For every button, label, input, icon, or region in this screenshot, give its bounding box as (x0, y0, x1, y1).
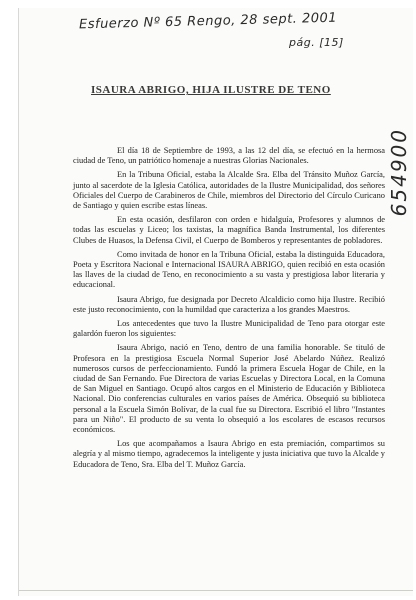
paragraph-1: El día 18 de Septiembre de 1993, a las 12 del día, se efectuó en la hermosa ciudad de Teno, un patriótico homenaje a nuestras Glorias Nacionales. (73, 146, 385, 166)
handwritten-side-number: 654900 (387, 128, 411, 217)
paragraph-6: Los antecedentes que tuvo la Ilustre Municipalidad de Teno para otorgar este galardón fueron los siguientes: (73, 319, 385, 339)
article-body (73, 146, 385, 474)
paragraph-3: En esta ocasión, desfilaron con orden e hidalguía, Profesores y alumnos de todas las escuelas y Liceo; los taxistas, la magnífica Banda Instrumental, los diferentes Clubes de Huasos, la Defensa Civil, el Cuerpo de Bomberos y representantes de pobladores. (73, 215, 385, 245)
handwritten-page-number: pág. [15] (289, 36, 344, 49)
paragraph-2: En la Tribuna Oficial, estaba la Alcalde Sra. Elba del Tránsito Muñoz García, junto al sacerdote de la Iglesia Católica, autoridades de la Ilustre Municipalidad, dos señores Oficiales del Cuerpo de Carabineros de Chile, miembros del Directorio del Círculo Curicano de Santiago y quien escribe estas líneas. (73, 170, 385, 211)
article-title: ISAURA ABRIGO, HIJA ILUSTRE DE TENO (91, 84, 331, 96)
paragraph-5: Isaura Abrigo, fue designada por Decreto Alcaldicio como hija Ilustre. Recibió este justo reconocimiento, con la humildad que caracteriza a los grandes Maestros. (73, 294, 385, 314)
handwritten-header: Esfuerzo Nº 65 Rengo, 28 sept. 2001 (78, 10, 338, 33)
page-edge-line (19, 590, 413, 591)
paragraph-8: Los que acompañamos a Isaura Abrigo en esta premiación, compartimos su alegría y al mismo tiempo, agradecemos la inteligente y justa iniciativa que tuvo la Alcalde y Educadora de Teno, Sra. Elba del T. Muñoz García. (73, 439, 385, 469)
paragraph-4: Como invitada de honor en la Tribuna Oficial, estaba la distinguida Educadora, Poeta y Escritora Nacional e Internacional ISAURA ABRIGO, quien recibió en esta ocasión las llaves de la ciudad de Teno, en reconocimiento a su vasta y prestigiosa labor literaria y educacional. (73, 249, 385, 290)
document-page (18, 8, 413, 596)
paragraph-7: Isaura Abrigo, nació en Teno, dentro de una familia honorable. Se tituló de Profesora en la prestigiosa Escuela Normal Superior José Abelardo Núñez. Realizó numerosos cursos de perfeccionamiento. Fundó la primera Escuela Hogar de Chile, en la ciudad de San Fernando. Fue Directora de varias Escuelas y Directora Local, en la Comuna de San Miguel en Santiago. Ocupó altos cargos en el Ministerio de Educación y Biblioteca Nacional. Dio conferencias culturales en varios países de América. Obsequió su biblioteca personal a la Escuela Simón Bolívar, de la cual fue su Directora. Escribió el libro "Instantes para un Niño". El producto de su venta lo obsequió a los escolares de escasos recursos económicos. (73, 343, 385, 435)
